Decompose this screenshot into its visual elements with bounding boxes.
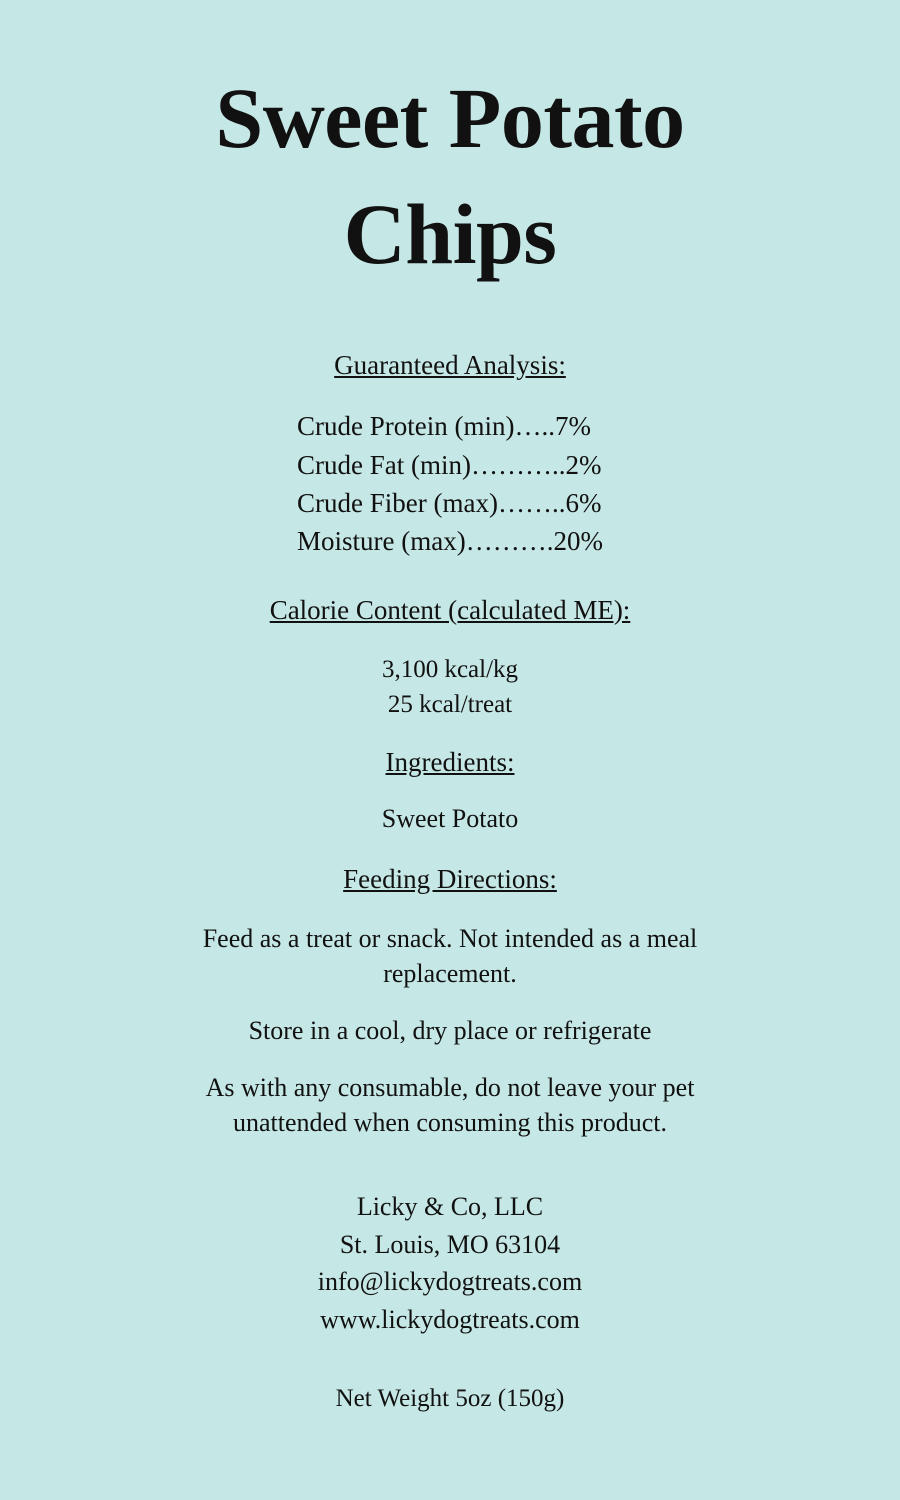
list-item: Crude Protein (min)…..7% <box>297 411 591 442</box>
calorie-content-heading: Calorie Content (calculated ME): <box>269 594 631 625</box>
list-item: Crude Fiber (max)……..6% <box>297 487 602 518</box>
guaranteed-analysis-list <box>297 407 603 560</box>
page-title: Sweet Potato Chips <box>215 70 685 283</box>
feeding-directions-heading: Feeding Directions: <box>343 863 557 894</box>
net-weight: Net Weight 5oz (150g) <box>335 1384 565 1412</box>
calorie-content-list <box>382 652 518 723</box>
storage-paragraph: Store in a cool, dry place or refrigerate <box>248 1015 652 1045</box>
safety-warning-paragraph: As with any consumable, do not leave your pet unattended when consuming this product. <box>205 1072 695 1137</box>
list-item: Moisture (max)……….20% <box>297 526 603 557</box>
ingredients-heading: Ingredients: <box>385 746 515 777</box>
ingredients-text: Sweet Potato <box>381 803 519 833</box>
company-name: Licky & Co, LLC <box>356 1191 544 1221</box>
company-info <box>318 1188 582 1339</box>
company-address: St. Louis, MO 63104 <box>339 1229 561 1259</box>
list-item: 3,100 kcal/kg <box>381 655 519 683</box>
company-website: www.lickydogtreats.com <box>320 1305 580 1335</box>
list-item: 25 kcal/treat <box>387 691 513 718</box>
company-email: info@lickydogtreats.com <box>317 1267 583 1297</box>
list-item: Crude Fat (min)………..2% <box>297 449 602 480</box>
guaranteed-analysis-heading: Guaranteed Analysis: <box>334 350 566 381</box>
feeding-directions-paragraph: Feed as a treat or snack. Not intended as a meal replacement. <box>202 923 698 988</box>
